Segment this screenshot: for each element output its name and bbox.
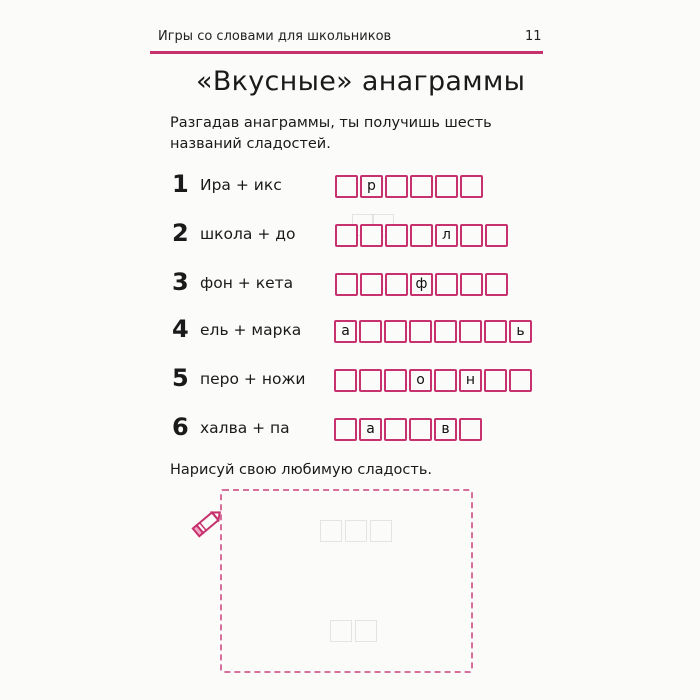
anagram-text: ель + марка bbox=[200, 321, 302, 339]
instructions: Разгадав анаграммы, ты получишь шесть названий сладостей. bbox=[170, 115, 492, 152]
anagram-text: перо + ножи bbox=[200, 370, 306, 388]
letter-box[interactable] bbox=[435, 273, 458, 296]
letter-box[interactable] bbox=[360, 224, 383, 247]
letter-box[interactable]: ь bbox=[509, 320, 532, 343]
anagram-text: фон + кета bbox=[200, 274, 294, 292]
letter-box[interactable]: о bbox=[409, 369, 432, 392]
letter-box[interactable]: ф bbox=[410, 273, 433, 296]
letter-box[interactable] bbox=[485, 224, 508, 247]
letter-box[interactable] bbox=[435, 175, 458, 198]
letter-box[interactable]: а bbox=[334, 320, 357, 343]
letter-box[interactable] bbox=[484, 320, 507, 343]
letter-box[interactable] bbox=[359, 320, 382, 343]
letter-box[interactable] bbox=[334, 418, 357, 441]
anagram-text: Ира + икс bbox=[200, 176, 282, 194]
letter-box[interactable] bbox=[360, 273, 383, 296]
letter-box[interactable] bbox=[334, 369, 357, 392]
letter-box[interactable] bbox=[434, 320, 457, 343]
letter-box[interactable] bbox=[410, 224, 433, 247]
letter-box[interactable]: н bbox=[459, 369, 482, 392]
letter-box[interactable] bbox=[384, 320, 407, 343]
letter-box[interactable] bbox=[460, 175, 483, 198]
letter-box[interactable] bbox=[459, 418, 482, 441]
letter-box[interactable] bbox=[385, 175, 408, 198]
letter-box[interactable] bbox=[335, 273, 358, 296]
page-number: 11 bbox=[525, 29, 542, 44]
letter-box[interactable] bbox=[384, 369, 407, 392]
letter-box[interactable] bbox=[384, 418, 407, 441]
exercise-number: 2 bbox=[172, 219, 189, 247]
pencil-icon bbox=[188, 506, 224, 542]
letter-box[interactable] bbox=[409, 320, 432, 343]
running-header: Игры со словами для школьников bbox=[158, 29, 392, 44]
letter-box[interactable] bbox=[459, 320, 482, 343]
letter-box[interactable]: р bbox=[360, 175, 383, 198]
letter-box[interactable] bbox=[335, 224, 358, 247]
exercise-number: 6 bbox=[172, 413, 189, 441]
letter-box[interactable] bbox=[410, 175, 433, 198]
exercise-number: 3 bbox=[172, 268, 189, 296]
letter-box[interactable] bbox=[335, 175, 358, 198]
letter-box[interactable] bbox=[484, 369, 507, 392]
letter-box[interactable] bbox=[385, 224, 408, 247]
letter-box[interactable] bbox=[385, 273, 408, 296]
letter-box[interactable] bbox=[409, 418, 432, 441]
letter-box[interactable] bbox=[509, 369, 532, 392]
drawing-prompt: Нарисуй свою любимую сладость. bbox=[170, 462, 432, 478]
letter-box[interactable]: в bbox=[434, 418, 457, 441]
letter-box[interactable] bbox=[434, 369, 457, 392]
header-rule bbox=[150, 51, 543, 54]
anagram-text: халва + па bbox=[200, 419, 290, 437]
exercise-number: 4 bbox=[172, 315, 189, 343]
page-title: «Вкусные» анаграммы bbox=[196, 66, 526, 97]
letter-box[interactable] bbox=[359, 369, 382, 392]
drawing-area[interactable] bbox=[220, 489, 473, 673]
exercise-number: 1 bbox=[172, 170, 189, 198]
anagram-text: школа + до bbox=[200, 225, 296, 243]
letter-box[interactable] bbox=[460, 273, 483, 296]
exercise-number: 5 bbox=[172, 364, 189, 392]
letter-box[interactable]: а bbox=[359, 418, 382, 441]
letter-box[interactable] bbox=[485, 273, 508, 296]
letter-box[interactable]: л bbox=[435, 224, 458, 247]
letter-box[interactable] bbox=[460, 224, 483, 247]
